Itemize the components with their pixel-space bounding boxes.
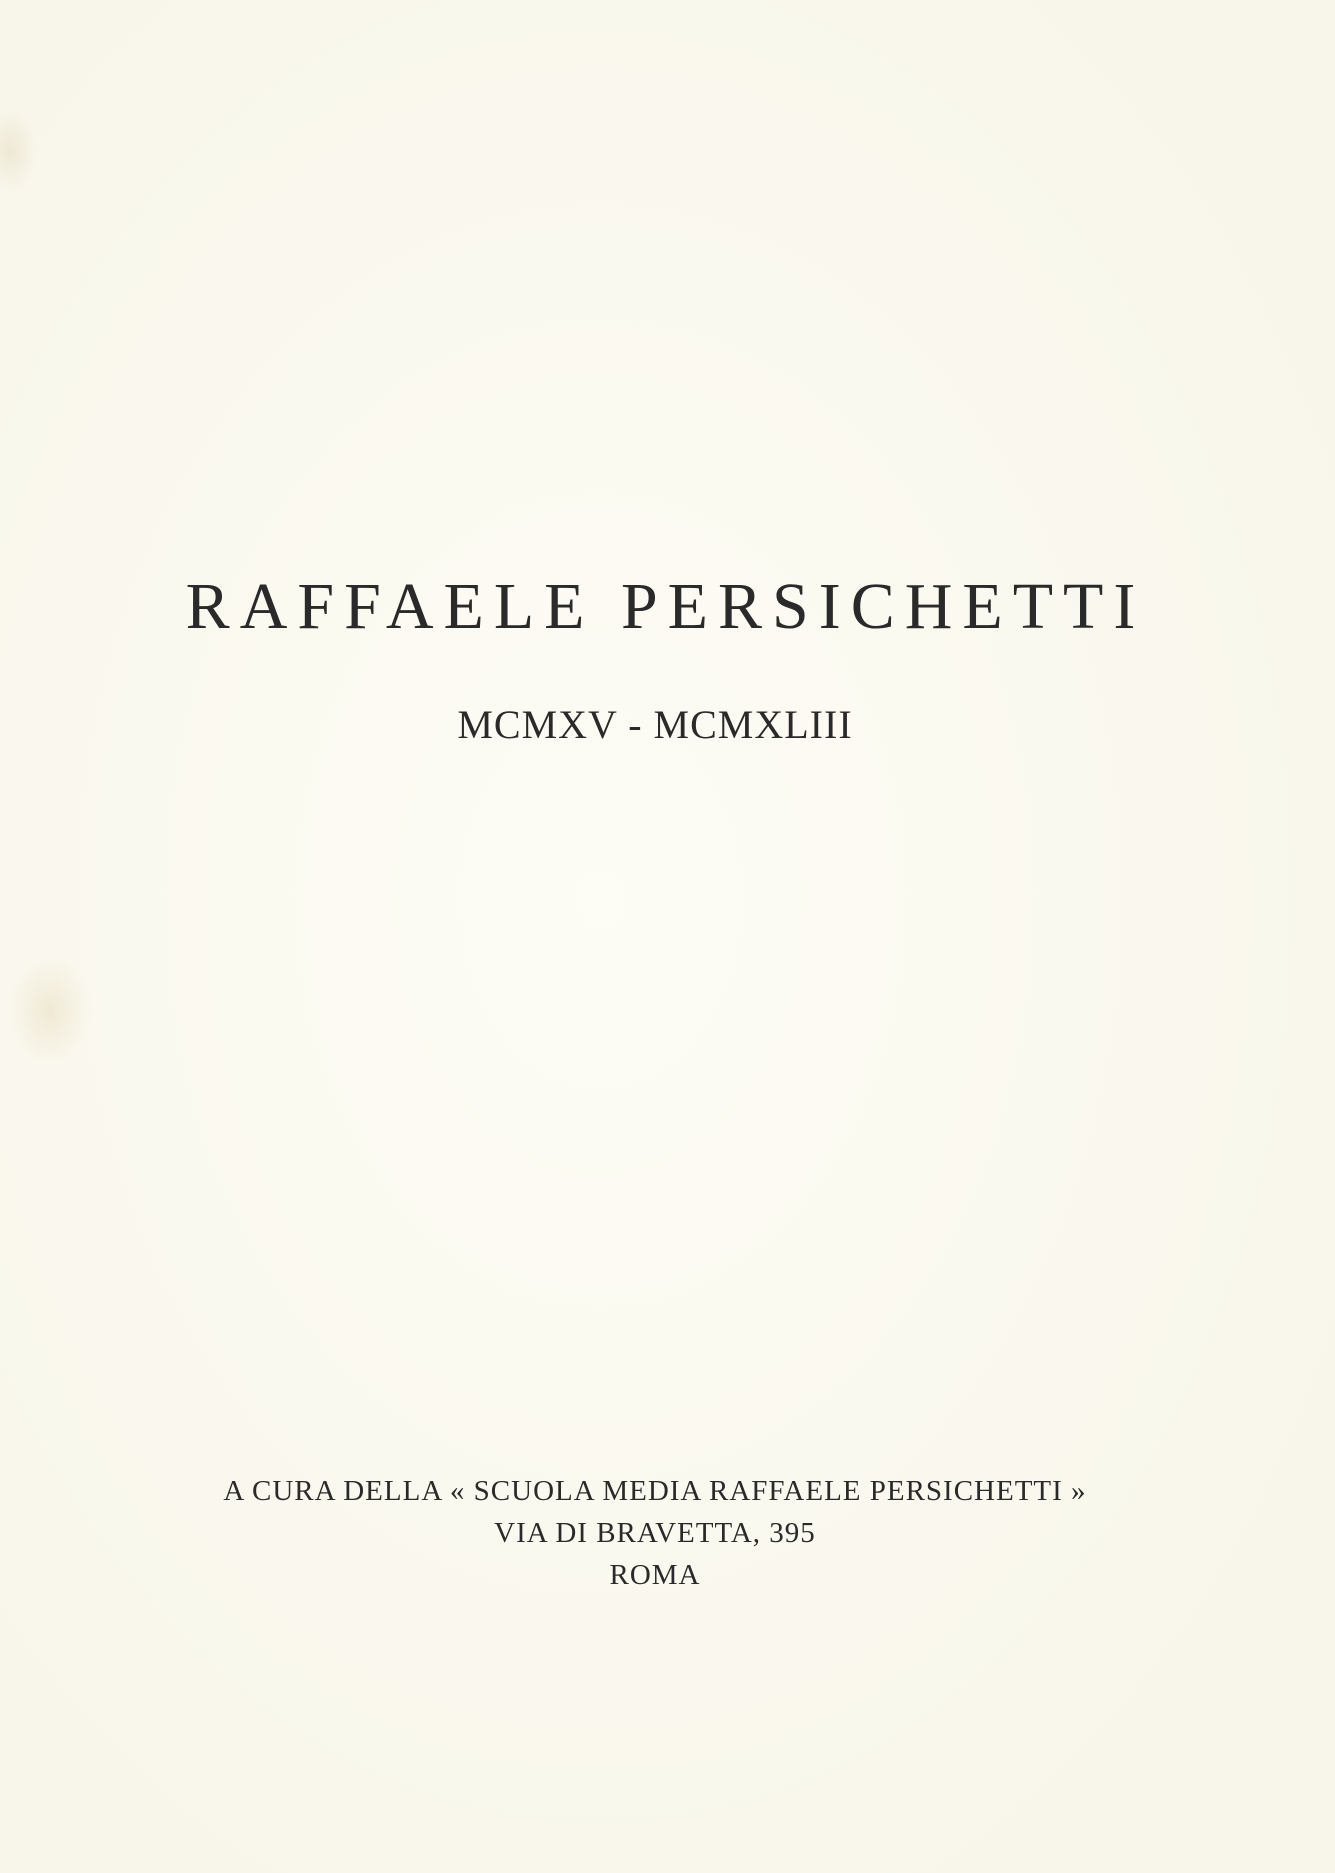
page-title: RAFFAELE PERSICHETTI [185,570,1146,643]
imprint-city-line: ROMA [609,1559,701,1591]
life-dates: MCMXV - MCMXLIII [457,702,853,747]
imprint-address-line: VIA DI BRAVETTA, 395 [494,1517,816,1549]
imprint-publisher-line: A CURA DELLA « SCUOLA MEDIA RAFFAELE PERSICHETTI » [223,1475,1087,1507]
imprint-block [0,1470,1310,1596]
